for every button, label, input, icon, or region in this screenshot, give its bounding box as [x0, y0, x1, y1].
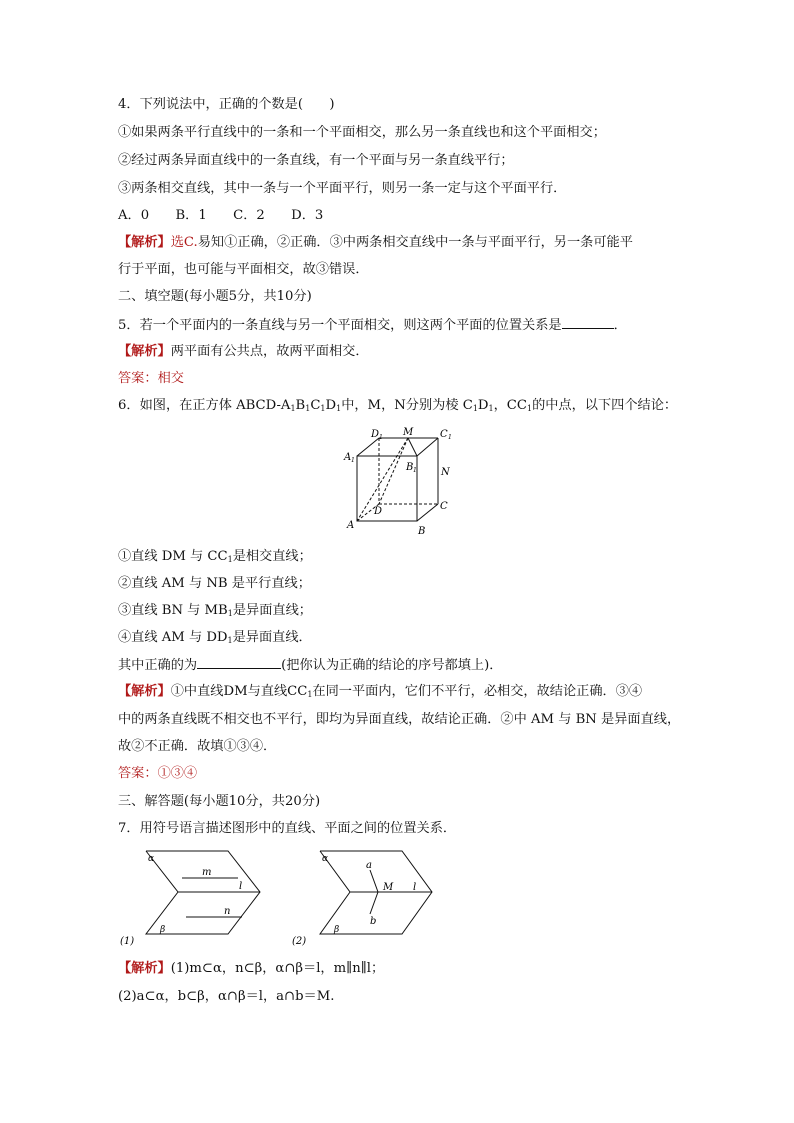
- fig2-beta: β: [334, 925, 340, 935]
- fig2-caption: (2): [292, 936, 307, 947]
- analysis-tag: 【解析】: [118, 961, 171, 976]
- text: 其中正确的为: [118, 658, 198, 673]
- q4-statement-3: ③两条相交直线，其中一条与一个平面平行，则另一条一定与这个平面平行．: [118, 181, 567, 196]
- label-M: M: [403, 427, 414, 438]
- text: 是相交直线；: [232, 549, 312, 564]
- label-C1: C: [440, 429, 448, 440]
- text: ③直线 BN 与 MB: [118, 603, 228, 618]
- q5-answer-text: 相交: [157, 371, 184, 386]
- analysis-tag: 【解析】: [118, 344, 171, 359]
- subscript: 1: [320, 404, 326, 413]
- q6-answer-text: ①③④: [157, 766, 198, 781]
- q6-stem-part: 6．如图，在正方体 ABCD-A: [118, 398, 291, 413]
- text: 在同一平面内，它们不平行，必相交，故结论正确．③④: [312, 684, 643, 699]
- q6-analysis-line3: 故②不正确．故填①③④．: [118, 739, 277, 754]
- q6-stem-part: ，CC: [493, 398, 527, 413]
- label-B1: B: [406, 462, 414, 473]
- label-A1-sub: 1: [351, 457, 355, 464]
- text: 是异面直线；: [232, 603, 312, 618]
- fig1-l: l: [239, 881, 243, 892]
- fig2-a: a: [366, 860, 372, 871]
- subscript: 1: [336, 404, 342, 413]
- subscript: 1: [307, 690, 313, 699]
- q6-analysis-line2: 中的两条直线既不相交也不平行，即均为异面直线，故结论正确．②中 AM 与 BN 是异面直线，: [118, 712, 681, 727]
- subscript: 1: [488, 404, 494, 413]
- label-B: B: [418, 526, 426, 537]
- q6-stem-part: 中，M，N分别为棱 C: [341, 398, 473, 413]
- label-D1: D: [371, 429, 380, 440]
- q4-analysis-line2: 行于平面，也可能与平面相交，故③错误．: [118, 262, 369, 277]
- q7-analysis-line2: (2)a⊂α，b⊂β，α∩β＝l，a∩b＝M.: [118, 989, 335, 1004]
- q5-stem: [118, 316, 627, 335]
- q4-choice: 选C.: [170, 235, 198, 250]
- q4-stem: 4．下列说法中，正确的个数是( ): [118, 97, 335, 112]
- q6-stem-part: C: [310, 398, 321, 413]
- text: ①直线 DM 与 CC: [118, 549, 228, 564]
- section-heading-solve: 三、解答题(每小题10分，共20分): [118, 794, 321, 809]
- text: ①中直线DM与直线CC: [170, 684, 308, 699]
- q6-conclusion-1: [118, 548, 312, 569]
- q4-analysis-line1: 易知①正确，②正确．③中两条相交直线中一条与平面平行，另一条可能平: [197, 235, 633, 250]
- q6-stem-part: D: [477, 398, 489, 413]
- label-D: D: [374, 506, 383, 517]
- label-D1-sub: 1: [379, 434, 383, 441]
- subscript: 1: [227, 636, 233, 645]
- label-A1: A: [344, 452, 352, 463]
- q6-stem-part: 的中点，以下四个结论：: [532, 398, 678, 413]
- q6-blank: [197, 656, 281, 669]
- subscript: 1: [472, 404, 478, 413]
- label-A: A: [347, 520, 355, 531]
- fig1-alpha: α: [148, 854, 155, 864]
- q7-stem: 7．用符号语言描述图形中的直线、平面之间的位置关系．: [118, 821, 457, 836]
- subscript: 1: [227, 555, 233, 564]
- text: (1)m⊂α，n⊂β，α∩β＝l，m∥n∥l；: [170, 961, 385, 976]
- q6-stem-part: D: [325, 398, 337, 413]
- subscript: 1: [227, 609, 233, 618]
- fig1-n: n: [224, 906, 231, 917]
- label-C1-sub: 1: [448, 434, 452, 441]
- q6-stem-part: B: [295, 398, 306, 413]
- text: 是异面直线．: [232, 630, 312, 645]
- analysis-tag: 【解析】: [118, 684, 171, 699]
- label-B1-sub: 1: [413, 467, 417, 474]
- fig2-b: b: [370, 916, 377, 927]
- fig2-M: M: [383, 882, 394, 893]
- q4-analysis: [118, 234, 633, 252]
- subscript: 1: [290, 404, 296, 413]
- q4-statement-2: ②经过两条异面直线中的一条直线，有一个平面与另一条直线平行；: [118, 153, 514, 168]
- q7-figure-2: [290, 846, 440, 950]
- fig1-m: m: [202, 867, 212, 878]
- fig1-beta: β: [160, 925, 166, 935]
- q5-analysis: [118, 343, 369, 361]
- text: (把你认为正确的结论的序号都填上)．: [281, 658, 503, 673]
- answer-tag: 答案：: [118, 371, 158, 386]
- q6-conclusion-2: ②直线 AM 与 NB 是平行直线；: [118, 576, 311, 591]
- q7-figure-1: [118, 846, 268, 950]
- section-heading-fill-in: 二、填空题(每小题5分，共10分): [118, 289, 312, 304]
- fig1-caption: (1): [120, 936, 135, 947]
- text: ④直线 AM 与 DD: [118, 630, 228, 645]
- q6-analysis-line1: [118, 683, 642, 704]
- cube-figure: [340, 424, 460, 540]
- q5-blank: [562, 316, 614, 329]
- q6-conclusion-4: [118, 629, 312, 650]
- label-N: N: [441, 467, 450, 478]
- q4-statement-1: ①如果两条平行直线中的一条和一个平面相交，那么另一条直线也和这个平面相交；: [118, 125, 606, 140]
- analysis-tag: 【解析】: [118, 235, 171, 250]
- fig2-l: l: [413, 882, 417, 893]
- q6-fill-prompt: [118, 656, 502, 675]
- subscript: 1: [305, 404, 311, 413]
- q5-stem-text: 5．若一个平面内的一条直线与另一个平面相交，则这两个平面的位置关系是: [118, 318, 562, 333]
- q5-stem-tail: ．: [613, 318, 627, 333]
- label-C: C: [440, 501, 448, 512]
- q6-answer: [118, 765, 197, 783]
- subscript: 1: [526, 404, 533, 413]
- q6-conclusion-3: [118, 602, 312, 623]
- q5-analysis-text: 两平面有公共点，故两平面相交．: [170, 344, 369, 359]
- answer-tag: 答案：: [118, 766, 158, 781]
- q7-analysis-line1: [118, 960, 384, 978]
- q6-stem: [118, 397, 677, 418]
- fig2-alpha: α: [322, 854, 329, 864]
- q4-options: A．0 B．1 C．2 D．3: [118, 208, 324, 223]
- q5-answer: [118, 370, 184, 388]
